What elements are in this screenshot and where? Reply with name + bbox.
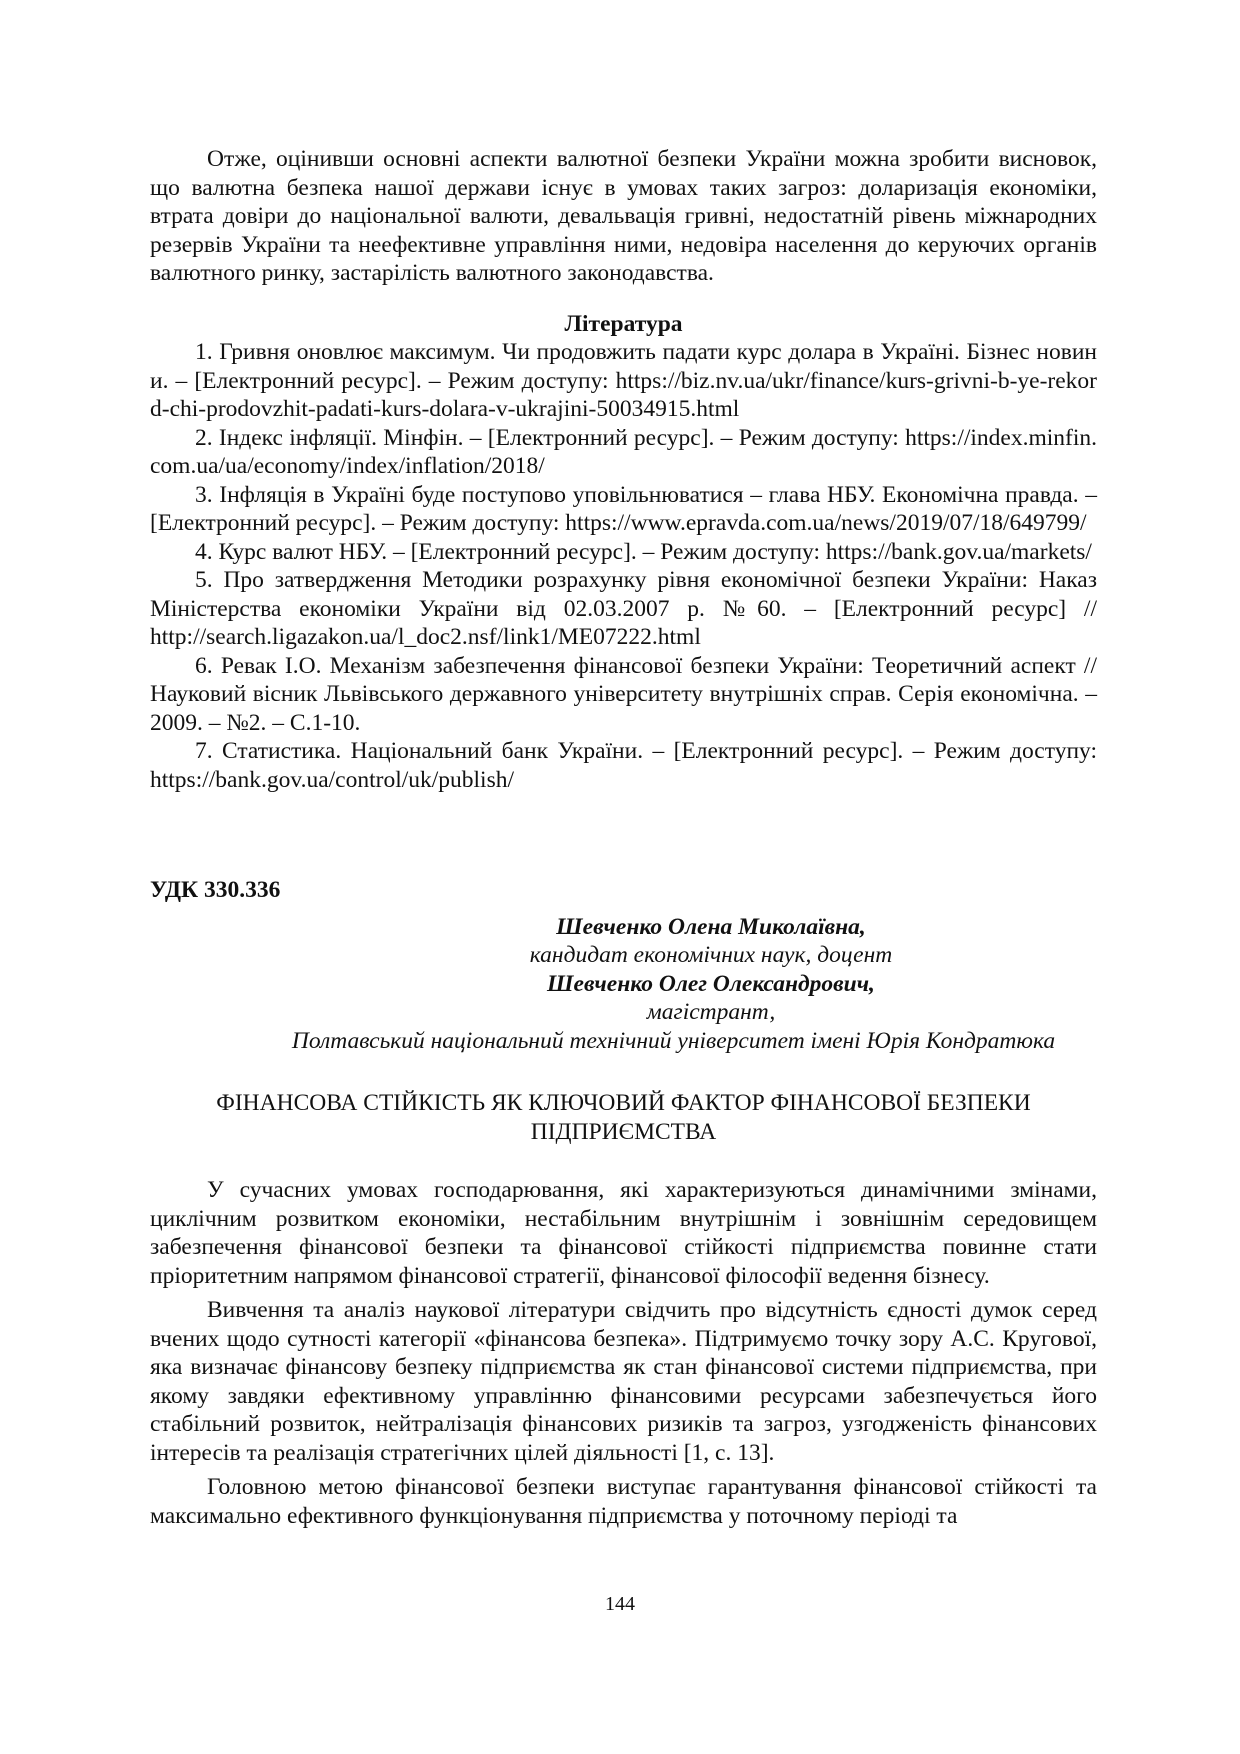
reference-item: 6. Ревак І.О. Механізм забезпечення фінансової безпеки України: Теоретичний аспект //Науковий вісник Львівського державного університету внутрішніх справ. Серія економічна. – 2009. – №2. – С.1-10.: [150, 652, 1097, 736]
reference-list: [150, 338, 1097, 794]
author-degree: магістрант,: [646, 999, 776, 1025]
body-paragraph: Вивчення та аналіз наукової літератури свідчить про відсутність єдності думок серед вчених щодо сутності категорії «фінансова безпека». Підтримуємо точку зору А.С. Кругової, яка визначає фінансову безпеку підприємства як стан фінансової системи підприємства, при якому завдяки ефективному управлінню фінансовими ресурсами забезпечується його стабільний розвиток, нейтралізація фінансових ризиків та загроз, узгодженість фінансових інтересів та реалізація стратегічних цілей діяльності [1, с. 13].: [150, 1297, 1097, 1466]
reference-item: 2. Індекс інфляції. Мінфін. – [Електронний ресурс]. – Режим доступу: https://index.minfin.com.ua/ua/economy/index/inflation/2018/: [150, 424, 1097, 479]
intro-paragraph: Отже, оцінивши основні аспекти валютної безпеки України можна зробити висновок, що валютна безпека нашої держави існує в умовах таких загроз: доларизація економіки, втрата довіри до національної валюти, девальвація гривні, недостатній рівень міжнародних резервів України та неефективне управління ними, недовіра населення до керуючих органів валютного ринку, застарілість валютного законодавства.: [150, 146, 1097, 286]
body-paragraph: Головною метою фінансової безпеки виступає гарантування фінансової стійкості та максимально ефективного функціонування підприємства у поточному періоді та: [150, 1474, 1097, 1529]
reference-item: 1. Гривня оновлює максимум. Чи продовжить падати курс долара в Україні. Бізнес новини. – [Електронний ресурс]. – Режим доступу: https://biz.nv.ua/ukr/finance/kurs-grivni-b-ye-rekord-chi-prodovzhit-padati-kurs-dolara-v-ukrajini-50034915.html: [150, 339, 1097, 422]
udc-code: УДК 330.336: [150, 877, 281, 903]
author-block: [150, 913, 1097, 1056]
author-degree: кандидат економічних наук, доцент: [529, 942, 893, 968]
reference-item: 5. Про затвердження Методики розрахунку рівня економічної безпеки України: Наказ Міністерства економіки України від 02.03.2007 р. №60. – [Електронний ресурс] // http://search.ligazakon.ua/l_doc2.nsf/link1/ME07222.html: [150, 567, 1097, 650]
body-paragraph: У сучасних умовах господарювання, які характеризуються динамічними змінами, циклічним розвитком економіки, нестабільним внутрішнім і зовнішнім середовищем забезпечення фінансової безпеки та фінансової стійкості підприємства повинне стати пріоритетним напрямом фінансової стратегії, фінансової філософії ведення бізнесу.: [150, 1177, 1097, 1289]
author-affiliation: Полтавський національний технічний університет імені Юрія Кондратюка: [291, 1027, 1056, 1054]
page-number: 144: [605, 1593, 635, 1615]
reference-item: 3. Інфляція в Україні буде поступово уповільнюватися – глава НБУ. Економічна правда. – [Електронний ресурс]. – Режим доступу: https://www.epravda.com.ua/news/2019/07/18/649799/: [150, 481, 1097, 536]
page-content: [150, 145, 1097, 1530]
literature-title: Література: [564, 310, 683, 337]
article-body: [150, 1176, 1097, 1530]
author-name: Шевченко Олена Миколаївна,: [556, 913, 866, 940]
reference-item: 4. Курс валют НБУ. – [Електронний ресурс]. – Режим доступу: https://bank.gov.ua/markets/: [195, 538, 1092, 565]
article-title: ФІНАНСОВА СТІЙКІСТЬ ЯК КЛЮЧОВИЙ ФАКТОР ФІНАНСОВОЇ БЕЗПЕКИ ПІДПРИЄМСТВА: [216, 1090, 1031, 1145]
reference-item: 7. Статистика. Національний банк України. – [Електронний ресурс]. – Режим доступу: https://bank.gov.ua/control/uk/publish/: [150, 738, 1097, 793]
author-name: Шевченко Олег Олександрович,: [547, 970, 875, 997]
